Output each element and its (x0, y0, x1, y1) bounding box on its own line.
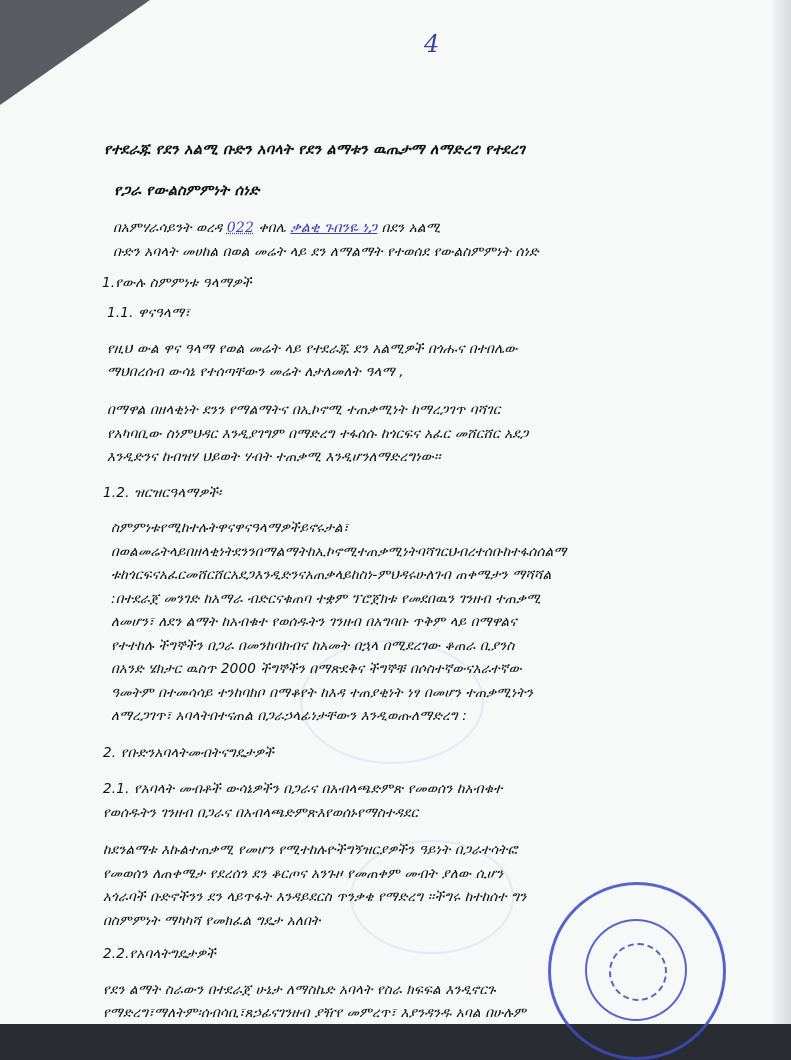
handwritten-place-name: ቃልቂ ጉበንዬ ነጋ (290, 220, 378, 236)
intro-suffix: በደን አልሚ (377, 220, 441, 236)
section-2-2-heading: 2.2.የአባላትግዴታዎች (103, 946, 216, 962)
body-line: የማድረግ፣ማለትም፡ሰብሳቢ፣ጸኃፊናገንዘብ ያዥየ መምረጥ፣ እያንዳንዱ አባል በሁሉም (103, 1005, 526, 1021)
body-line: እንዲድንና ከብዝሃ ህይወት ሃብት ተጠቃሚ እንዲሆንለማድረግነው፡፡ (107, 449, 441, 465)
intro-prefix: በአምሃራሳይንት ወረዳ (113, 220, 227, 236)
section-1-1-heading: 1.1. ዋናዓላማ፣ (107, 305, 191, 321)
body-line: 2.1. የአባላት መብቶች ውሳኔዎችን በጋራና በአብላጫድምጽ የመወሰን ከአብቁተ (103, 781, 503, 797)
official-stamp (548, 882, 726, 1060)
body-line: ማህበረሰብ ውሳኔ የተሰጣቸውን መሬት ለታለመለት ዓላማ , (107, 364, 404, 380)
body-line: የተተከሉ ችግኞችን በጋራ በመንከባከብና ከአመት በኋላ በሚደረገው ቆጠራ ቢያንስ (111, 638, 515, 654)
body-line: ከደንልማቱ እኩልተጠቃሚ የመሆን የሚተከሉዮችግኝዝርያዎችን ዓይነት በጋራተሳትፎ (103, 842, 518, 858)
section-1-2-heading: 1.2. ዝርዝርዓላማዎች፡ (103, 485, 222, 501)
section-2-heading: 2. የቡድንአባላትመብትናግዴታዎች (103, 745, 274, 761)
body-line: የዚህ ውል ዋና ዓላማ የወል መሬት ላይ የተደራጁ ደን አልሚዎች በጎሑና በተበሌው (107, 341, 518, 357)
body-line: በአንድ ሄክታር ዉስጥ 2000 ችግኞችን በማጽደቅና ችግኞቹ በሶስተኛውናአራተኛው (111, 661, 522, 677)
intro-mid: ቀበሌ (254, 220, 291, 236)
intro-line-1 (113, 220, 440, 236)
document-title-line-1: የተደራጁ የደን አልሚ ቡድን አባላት የደን ልማቱን ዉጤታማ ለማድረግ የተደረገ (104, 142, 525, 158)
stamp-emblem (609, 943, 667, 1001)
body-line: ስምምነቱየሚከተሉትዋናዋናዓላማዎችይኖሩታል፣ (111, 520, 349, 536)
stamp-inner-ring (585, 919, 687, 1021)
body-line: በወልመሬትላይበዘላቂነትደንንበማልማትከኢኮኖሚተጠቃሚነትባሻገርህብረተሰቡከተፋሰሰልማ (111, 544, 567, 560)
section-1-heading: 1.የውሉ ስምምነቱ ዓላማዎች (102, 275, 252, 291)
handwritten-kebele-number: 022 (226, 220, 255, 236)
body-line: ለማረጋገጥ፣ አባላትበተናጠል በጋራኃላፊነታቸውን እንዲወጡለማድረግ : (111, 708, 468, 724)
body-line: ለመሆን፣ ለደን ልማት ከአብቁተ የወሰዱትን ገንዘብ በአግባቡ ጥቅም ላይ በማዋልና (111, 614, 517, 630)
page-number: 4 (424, 30, 440, 58)
body-line: በማዋል በዘላቂነት ደንን የማልማትና በኢኮኖሚ ተጠቃሚነት ከማረጋገጥ ባሻገር (107, 402, 501, 418)
body-line: ዓመትም በተመሳሳይ ተንከባክቦ በማቆየት ከእዳ ተጠያቂነት ነፃ በመሆን ተጠቃሚነትን (111, 685, 534, 701)
body-line: ቱከጎርፍናአፈርመሸርሸርአደጋእንዲድንናአጠቃላይከስነ-ምህዳሩሁለገብ ጠቀሜታን ማሻሻል (111, 567, 552, 583)
body-line: የወሰዱትን ገንዘብ በጋራና በአብላጫድምጽእየወሰኑየማስተዳደር (103, 805, 419, 821)
body-line: በስምምነት ማካካሻ የመክፈል ግዴታ አለበት (103, 913, 321, 929)
body-line: :በተደራጀ መንገድ ከአማራ ብድርናቁጠባ ተቋም ፕሮጀክቱ የመደበዉን ገንዘብ ተጠቃሚ (111, 591, 541, 607)
body-line: የአካባቢው ስነምህዳር እንዲያገግም በማድረግ ተፋሰሱ ከጎርፍና አፈር መሸርሸር አደጋ (107, 426, 529, 442)
folded-corner (0, 0, 150, 105)
body-line: አጎራባች ቡድኖችንን ደን ላይጥፋት እንዳይደርስ ጥንቃቄ የማድረግ ፡፡ችግሩ ከተከሰተ ግን (103, 889, 527, 905)
document-title-line-2: የጋራ የውልስምምነት ሰነድ (114, 183, 260, 199)
page-edge-shadow (773, 0, 791, 1024)
body-line: የደን ልማት ስራውን በተደራጀ ሁኔታ ለማስኬድ አባላት የስራ ክፍፍል እንዲኖርጉ (103, 982, 496, 998)
intro-line-2: ቡድን አባላት መሀከል በወል መሬት ላይ ደን ለማልማት የተወሰደ የውልስምምነት ሰነድ (113, 244, 539, 260)
body-line: የመወሰን ለጠቀሜታ የደረሰን ደን ቆርጦና አንጉዞ የመጠቀም መብት ያለው ሲሆን (103, 866, 504, 882)
show-through-stamp (300, 640, 484, 764)
